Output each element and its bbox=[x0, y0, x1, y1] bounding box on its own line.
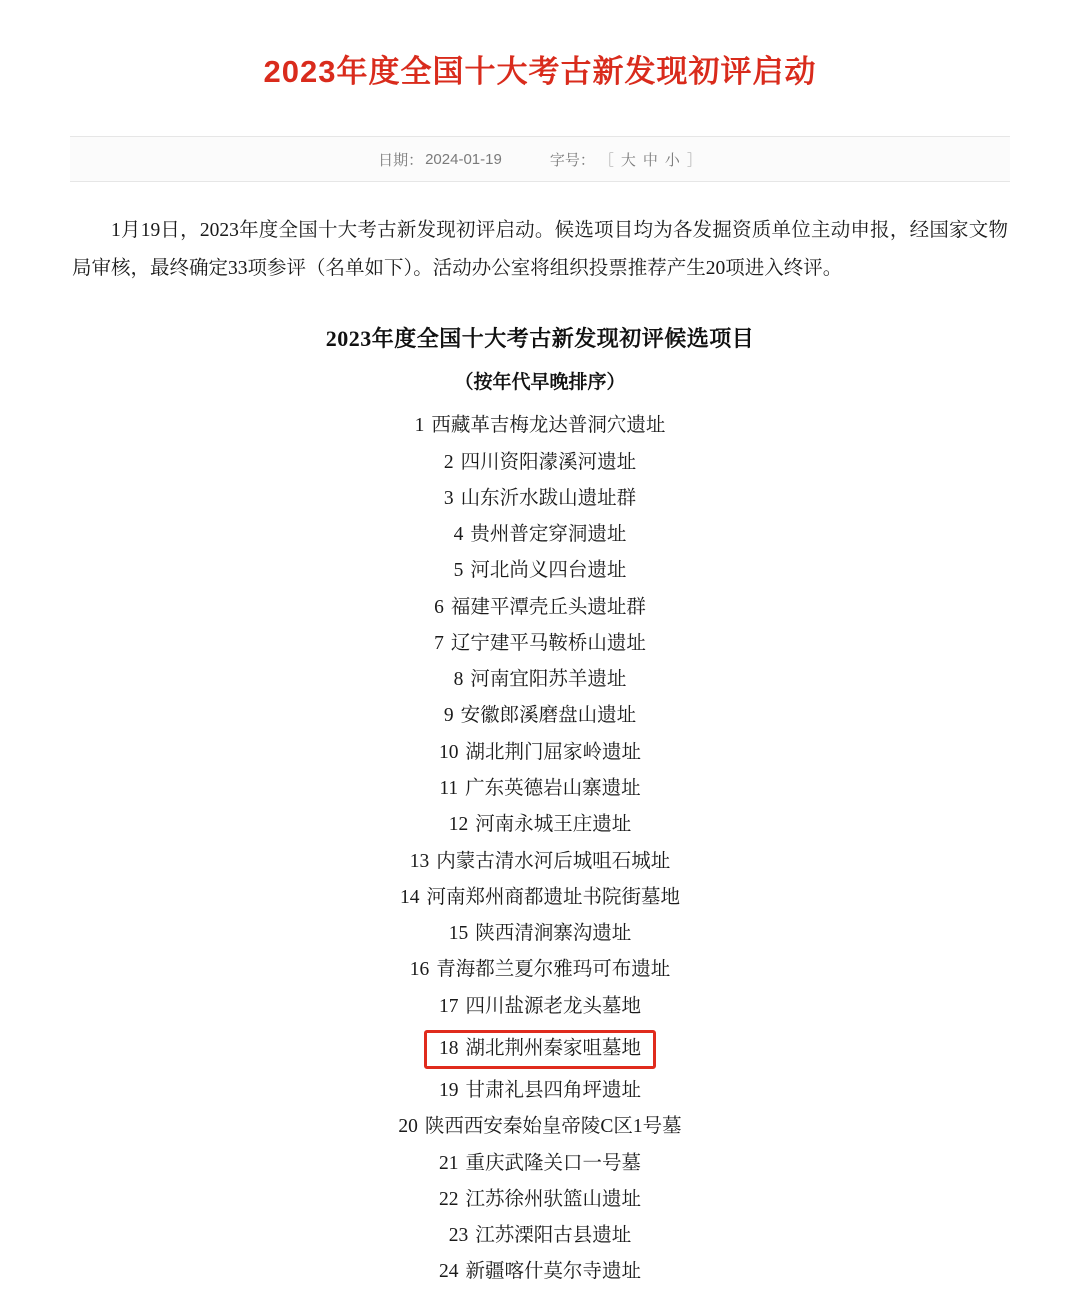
list-item-number: 11 bbox=[439, 777, 459, 799]
list-item-content bbox=[454, 560, 627, 581]
list-item-label: 陕西清涧寨沟遗址 bbox=[475, 923, 632, 945]
list-item bbox=[0, 1218, 1080, 1254]
date-label: 日期： bbox=[378, 151, 424, 169]
list-item-number: 10 bbox=[438, 741, 459, 763]
list-item bbox=[0, 481, 1080, 517]
list-item-content bbox=[454, 669, 627, 690]
list-item-number: 13 bbox=[409, 850, 430, 872]
list-item-label: 青海都兰夏尔雅玛可布遗址 bbox=[436, 959, 671, 981]
list-item-label: 山东沂水跋山遗址群 bbox=[460, 487, 637, 509]
list-item-label: 广东英德岩山寨遗址 bbox=[465, 777, 641, 799]
list-item-number: 3 bbox=[443, 487, 454, 509]
list-item-number: 2 bbox=[443, 451, 454, 473]
list-item-content bbox=[400, 887, 680, 908]
list-item-label: 湖北荆门屈家岭遗址 bbox=[465, 741, 641, 763]
list-item-content bbox=[444, 452, 636, 473]
list-item-content bbox=[454, 524, 627, 545]
list-item-content bbox=[434, 597, 646, 618]
list-item-label: 辽宁建平马鞍桥山遗址 bbox=[450, 632, 646, 654]
list-item-number: 6 bbox=[434, 596, 444, 618]
list-item-number: 17 bbox=[438, 995, 459, 1017]
list-item-number: 16 bbox=[409, 959, 430, 981]
list-item bbox=[0, 880, 1080, 916]
list-item-number: 15 bbox=[448, 923, 469, 945]
list-item-content bbox=[439, 1153, 641, 1174]
article-meta-bar bbox=[70, 136, 1010, 182]
list-item-label: 河南宜阳苏羊遗址 bbox=[470, 669, 627, 691]
list-item bbox=[0, 517, 1080, 553]
list-item-number: 21 bbox=[438, 1152, 459, 1174]
article-paragraph: 1月19日，2023年度全国十大考古新发现初评启动。候选项目均为各发掘资质单位主动申报，经国家文物局审核，最终确定33项参评（名单如下）。活动办公室将组织投票推荐产生20项进入终评。 bbox=[72, 220, 1008, 280]
list-item-content bbox=[439, 1080, 641, 1101]
list-item-number: 5 bbox=[453, 560, 464, 582]
list-item-label: 重庆武隆关口一号墓 bbox=[465, 1152, 641, 1174]
list-item-label: 河北尚义四台遗址 bbox=[470, 560, 627, 582]
list-item-number: 24 bbox=[438, 1261, 459, 1283]
candidate-list-block bbox=[0, 322, 1080, 1290]
list-item-content bbox=[415, 415, 666, 436]
list-item-label: 新疆喀什莫尔寺遗址 bbox=[465, 1261, 641, 1283]
list-item-label: 陕西西安秦始皇帝陵C区1号墓 bbox=[424, 1116, 682, 1138]
list-item-content bbox=[410, 851, 671, 872]
list-item-content bbox=[410, 959, 671, 980]
list-item bbox=[0, 735, 1080, 771]
list-item bbox=[0, 626, 1080, 662]
list-item-number: 19 bbox=[438, 1080, 459, 1102]
list-item-label: 甘肃礼县四角坪遗址 bbox=[465, 1080, 641, 1102]
font-size-medium[interactable]: 中 bbox=[642, 151, 658, 169]
list-item-content bbox=[439, 1189, 641, 1210]
list-item-label: 安徽郎溪磨盘山遗址 bbox=[460, 705, 637, 727]
list-item-content bbox=[449, 1225, 632, 1246]
list-item-number: 12 bbox=[448, 814, 469, 836]
list-item bbox=[0, 807, 1080, 843]
list-item-label: 福建平潭壳丘头遗址群 bbox=[450, 596, 646, 618]
list-item-content bbox=[444, 488, 636, 509]
list-item-label: 四川盐源老龙头墓地 bbox=[465, 995, 641, 1017]
font-size-control bbox=[550, 149, 702, 170]
font-size-label: 字号： bbox=[549, 151, 595, 169]
list-item bbox=[0, 1025, 1080, 1073]
list-item-label: 河南永城王庄遗址 bbox=[475, 814, 632, 836]
list-item-label: 贵州普定穿洞遗址 bbox=[470, 524, 627, 546]
list-item-label: 内蒙古清水河后城咀石城址 bbox=[436, 850, 671, 872]
list-item bbox=[0, 916, 1080, 952]
date-value: 2024-01-19 bbox=[425, 150, 502, 168]
list-item bbox=[0, 989, 1080, 1025]
font-size-options bbox=[599, 149, 702, 170]
bracket-close: ］ bbox=[686, 151, 702, 169]
list-item bbox=[0, 1254, 1080, 1290]
candidate-list bbox=[0, 408, 1080, 1290]
candidate-list-heading: 2023年度全国十大考古新发现初评候选项目 bbox=[325, 326, 755, 352]
list-item-content bbox=[449, 814, 632, 835]
list-item-label: 西藏革吉梅龙达普洞穴遗址 bbox=[431, 415, 666, 437]
list-item bbox=[0, 662, 1080, 698]
list-item-content bbox=[439, 742, 641, 763]
list-item-label: 湖北荆州秦家咀墓地 bbox=[465, 1037, 641, 1059]
list-item bbox=[0, 844, 1080, 880]
list-item-number: 14 bbox=[399, 886, 420, 908]
font-size-small[interactable]: 小 bbox=[664, 151, 680, 169]
list-item-number: 1 bbox=[414, 415, 425, 437]
list-item-number: 18 bbox=[438, 1037, 459, 1059]
list-item bbox=[0, 1146, 1080, 1182]
list-item bbox=[0, 408, 1080, 444]
list-item-number: 9 bbox=[443, 705, 454, 727]
list-item bbox=[0, 771, 1080, 807]
list-item bbox=[0, 553, 1080, 589]
list-item bbox=[0, 1109, 1080, 1145]
page-title: 2023年度全国十大考古新发现初评启动 bbox=[263, 53, 817, 89]
list-item-label: 江苏溧阳古县遗址 bbox=[475, 1225, 632, 1247]
list-item-number: 22 bbox=[438, 1188, 459, 1210]
list-item bbox=[0, 1073, 1080, 1109]
list-item-number: 23 bbox=[448, 1225, 469, 1247]
list-item-label: 四川资阳濛溪河遗址 bbox=[460, 451, 637, 473]
list-item bbox=[0, 698, 1080, 734]
publish-date bbox=[378, 149, 502, 170]
list-item bbox=[0, 1182, 1080, 1218]
list-item-content bbox=[434, 633, 646, 654]
list-item-highlighted bbox=[424, 1030, 656, 1069]
list-item-content bbox=[398, 1116, 681, 1137]
list-item-label: 河南郑州商都遗址书院街墓地 bbox=[426, 886, 680, 908]
list-item-number: 8 bbox=[453, 669, 464, 691]
list-item-number: 7 bbox=[434, 632, 444, 654]
list-item-number: 20 bbox=[398, 1116, 418, 1138]
list-item-content bbox=[444, 705, 636, 726]
list-item-number: 4 bbox=[453, 524, 464, 546]
list-item-content bbox=[439, 1261, 641, 1282]
candidate-list-subheading: （按年代早晚排序） bbox=[454, 372, 626, 394]
list-item-content bbox=[449, 923, 632, 944]
list-item-content bbox=[439, 996, 641, 1017]
list-item bbox=[0, 590, 1080, 626]
bracket-open: ［ bbox=[598, 151, 614, 169]
font-size-large[interactable]: 大 bbox=[620, 151, 636, 169]
list-item bbox=[0, 952, 1080, 988]
list-item-content bbox=[439, 778, 640, 799]
list-item-label: 江苏徐州驮篮山遗址 bbox=[465, 1188, 641, 1210]
list-item bbox=[0, 445, 1080, 481]
